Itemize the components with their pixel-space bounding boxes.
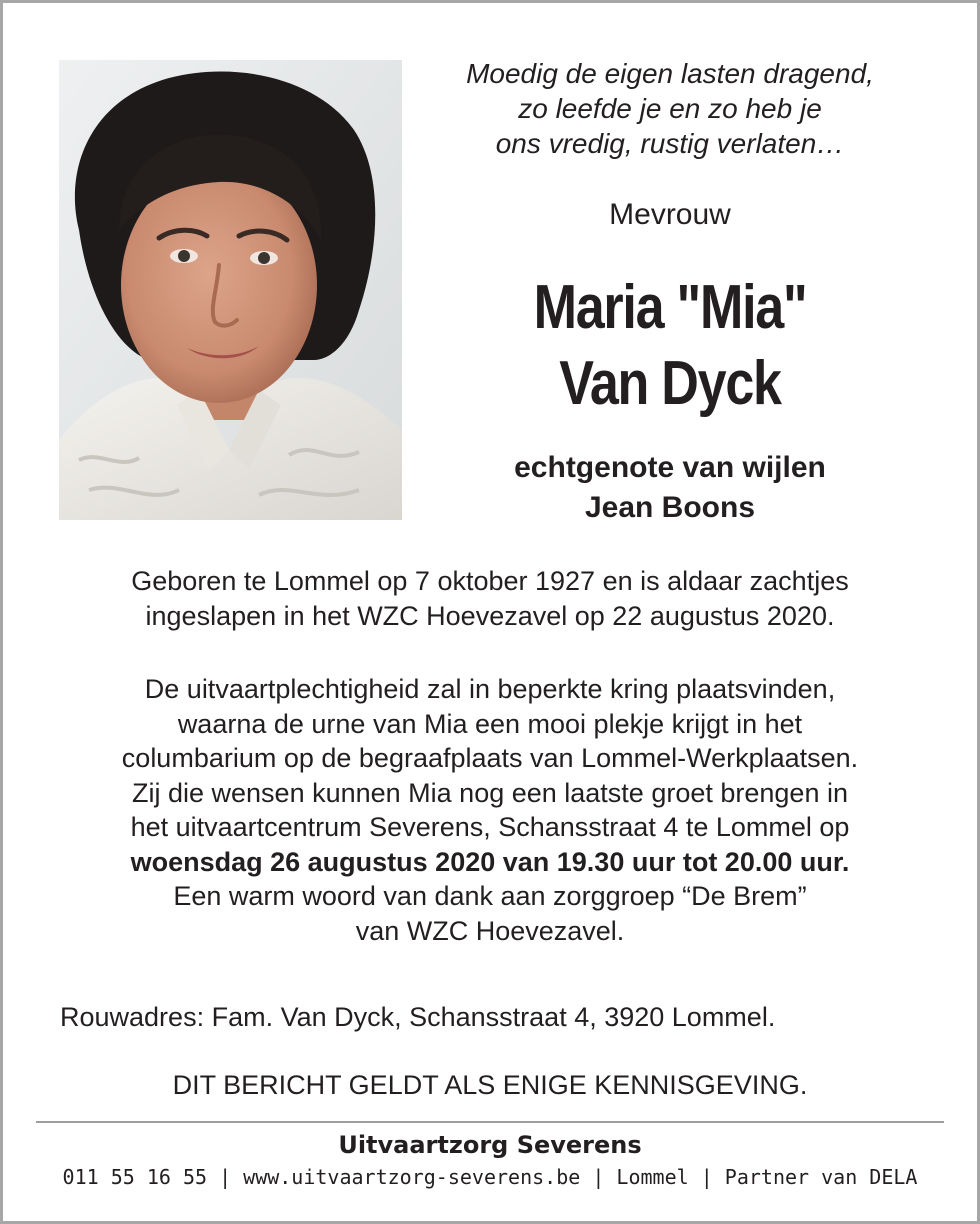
paragraph-line: Geboren te Lommel op 7 oktober 1927 en is aldaar zachtjes bbox=[131, 566, 849, 596]
ceremony-paragraph bbox=[40, 672, 940, 948]
sole-notice: DIT BERICHT GELDT ALS ENIGE KENNISGEVING. bbox=[172, 1070, 808, 1100]
paragraph-line: ingeslapen in het WZC Hoevezavel op 22 augustus 2020. bbox=[145, 600, 835, 631]
funeral-company-contact: 011 55 16 55 | www.uitvaartzorg-severens.be | Lommel | Partner van DELA bbox=[62, 1165, 918, 1189]
visitation-datetime: woensdag 26 augustus 2020 van 19.30 uur tot 20.00 uur. bbox=[130, 846, 850, 877]
paragraph-line: Een warm woord van dank aan zorggroep “De Brem” bbox=[173, 881, 807, 911]
funeral-company-name: Uitvaartzorg Severens bbox=[338, 1131, 642, 1159]
paragraph-line: van WZC Hoevezavel. bbox=[355, 915, 625, 946]
poem-line: Moedig de eigen lasten dragend, bbox=[466, 58, 874, 89]
poem-line: ons vredig, rustig verlaten… bbox=[495, 128, 845, 159]
birth-death-paragraph bbox=[40, 564, 940, 633]
paragraph-line: columbarium op de begraafplaats van Lommel-Werkplaatsen. bbox=[121, 743, 859, 773]
mourning-address: Rouwadres: Fam. Van Dyck, Schansstraat 4, 3920 Lommel. bbox=[60, 1002, 776, 1032]
paragraph-line: waarna de urne van Mia een mooi plekje krijgt in het bbox=[177, 708, 803, 739]
deceased-name-line2: Van Dyck bbox=[559, 349, 781, 418]
deceased-name bbox=[460, 270, 880, 422]
memorial-poem bbox=[420, 56, 920, 161]
paragraph-line: het uitvaartcentrum Severens, Schansstraat 4 te Lommel op bbox=[130, 812, 850, 842]
honorific-title: Mevrouw bbox=[609, 198, 731, 231]
footer-divider bbox=[36, 1121, 944, 1123]
poem-line: zo leefde je en zo heb je bbox=[518, 93, 822, 124]
paragraph-line: De uitvaartplechtigheid zal in beperkte kring plaatsvinden, bbox=[144, 674, 836, 704]
deceased-name-line1: Maria "Mia" bbox=[533, 273, 807, 342]
portrait-photo bbox=[59, 60, 402, 520]
paragraph-line: Zij die wensen kunnen Mia nog een laatste groet brengen in bbox=[132, 777, 848, 808]
spouse-relation: echtgenote van wijlen bbox=[514, 451, 826, 484]
spouse-name: Jean Boons bbox=[584, 491, 756, 524]
spouse-info bbox=[420, 448, 920, 528]
